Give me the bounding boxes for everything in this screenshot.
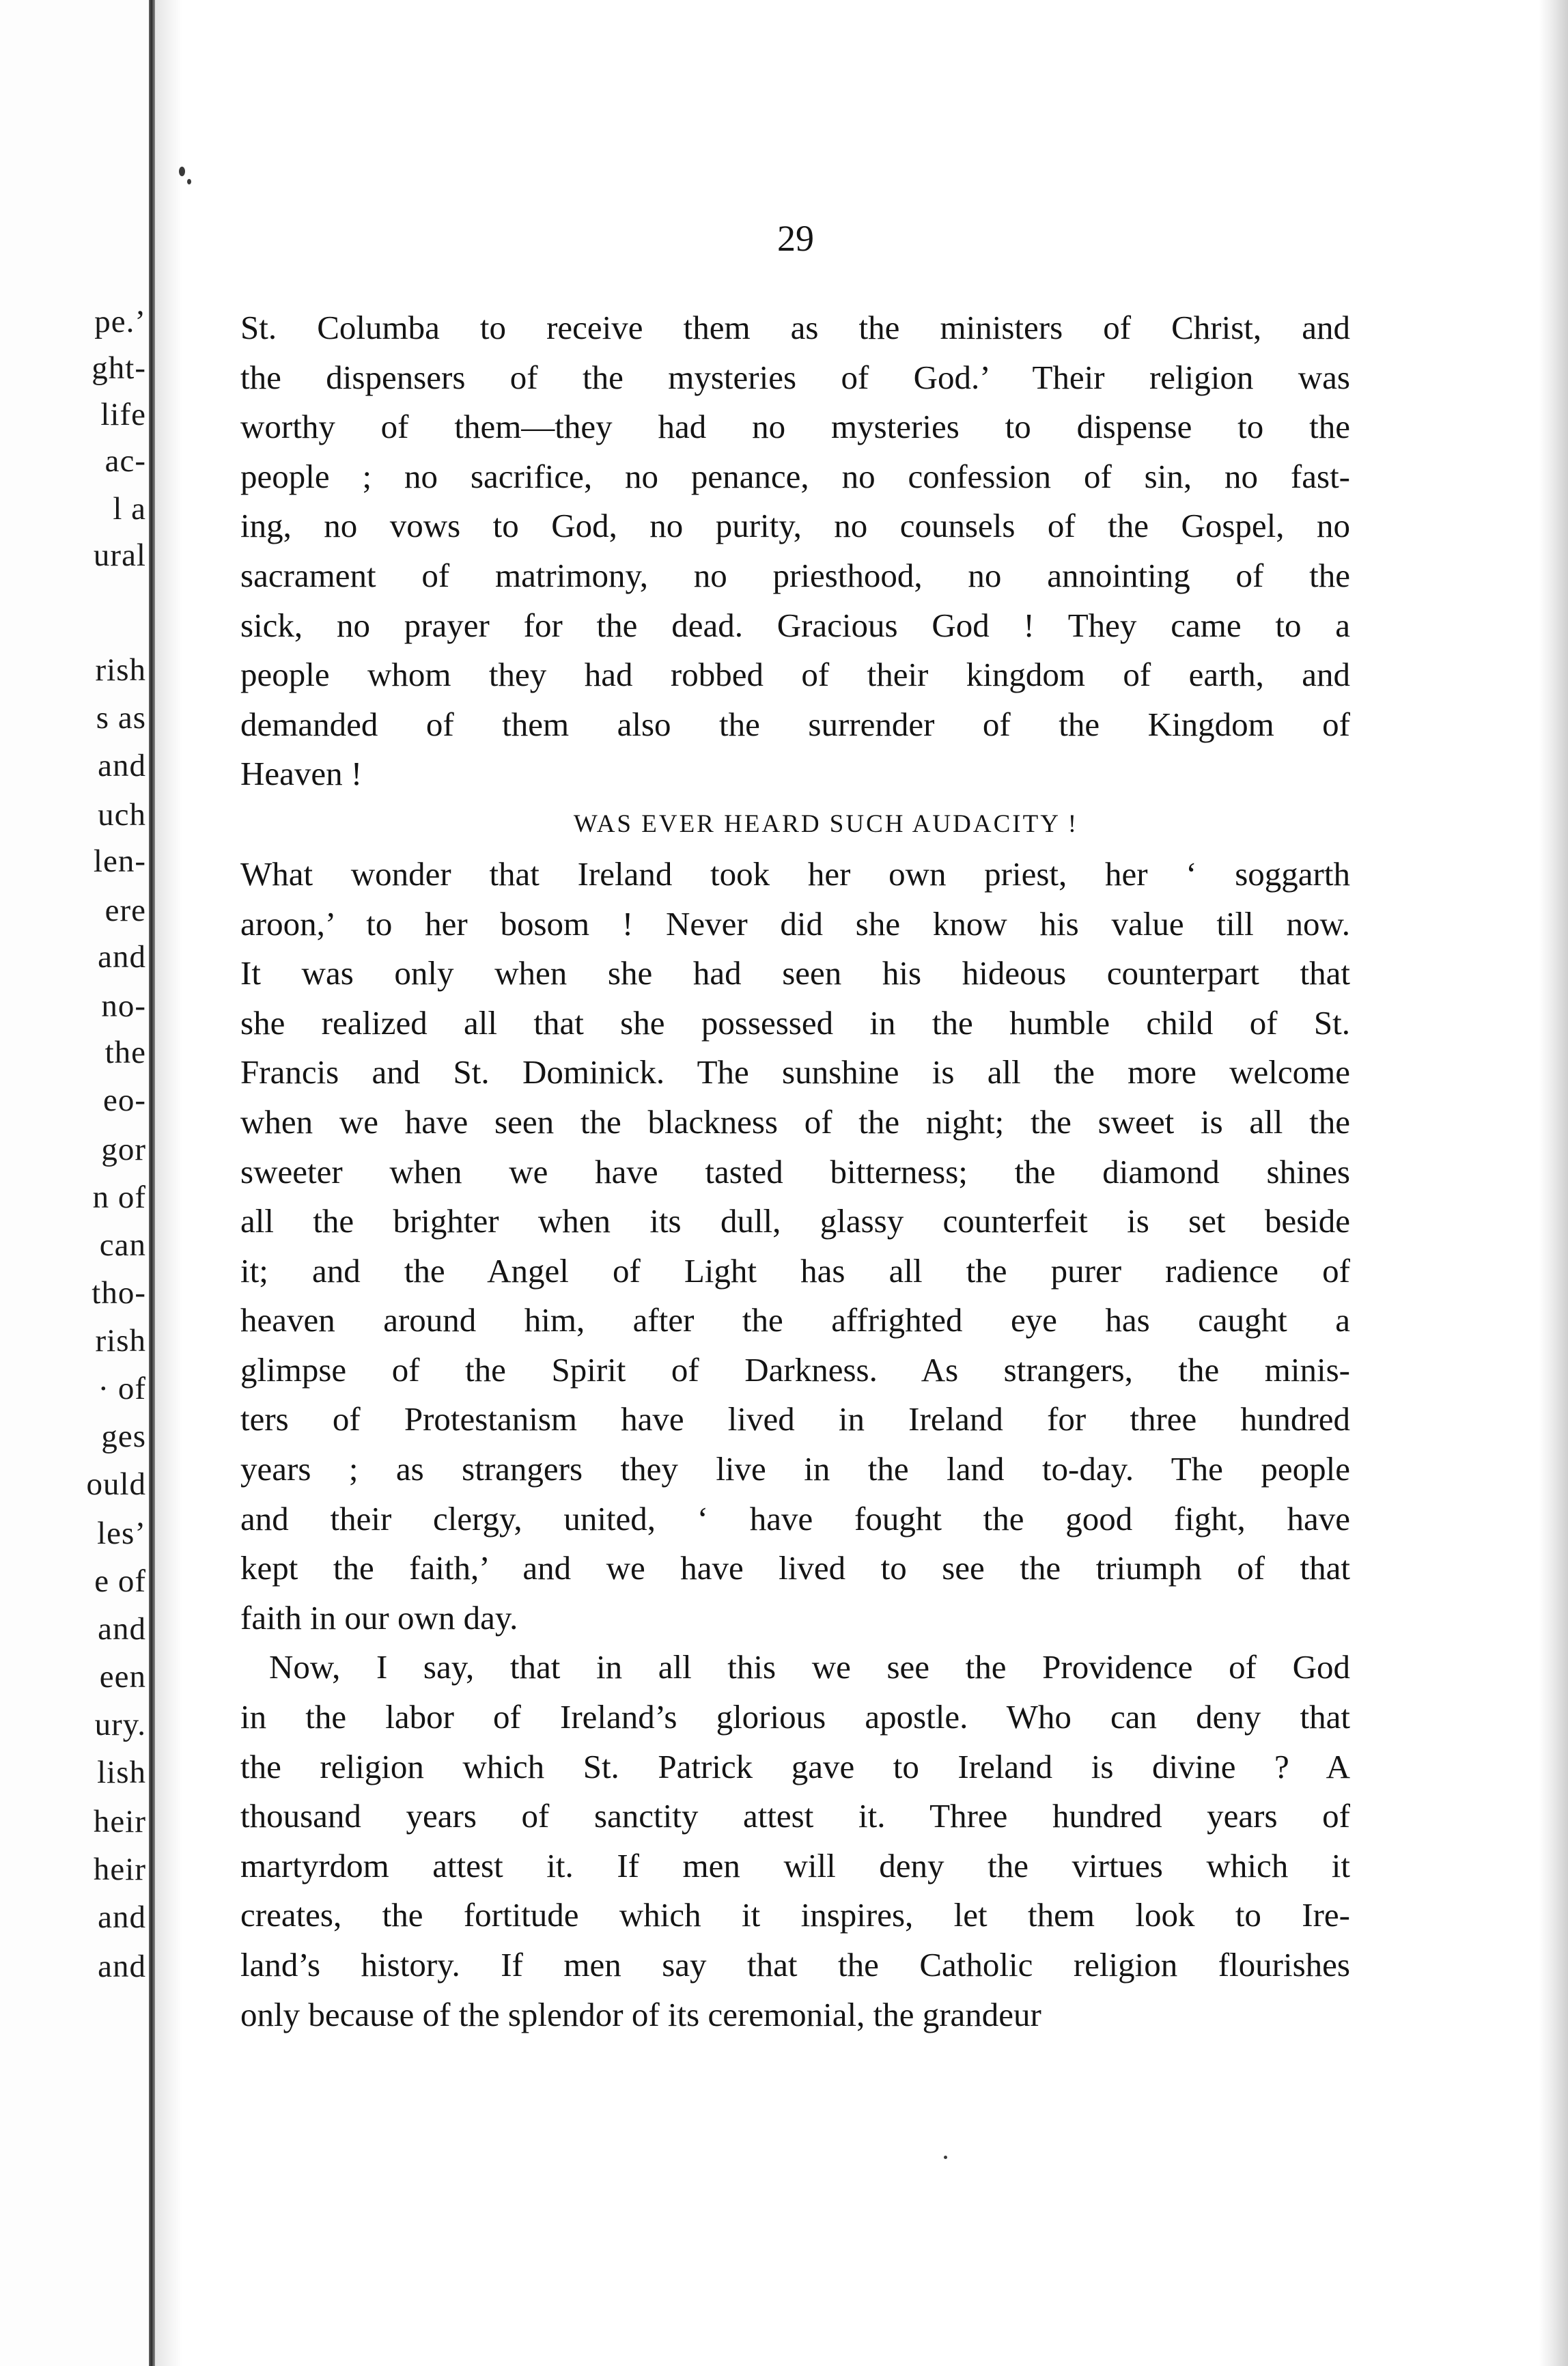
paragraph-3 <box>240 1643 1350 2040</box>
text-line: Now, I say, that in all this we see the Providence of God <box>269 1648 1350 1686</box>
paragraph-2 <box>240 850 1350 1643</box>
text-line: creates, the fortitude which it inspires, let them look to Ire- <box>240 1896 1350 1934</box>
text-line: in the labor of Ireland’s glorious apostle. Who can deny that <box>240 1698 1350 1736</box>
text-line: she realized all that she possessed in the humble child of St. <box>240 1003 1350 1042</box>
previous-page-fragment: les’ <box>97 1516 146 1551</box>
previous-page-fragment: no- <box>101 988 146 1024</box>
text-line: years ; as strangers they live in the land to-day. The people <box>240 1450 1350 1488</box>
scan-speck <box>187 179 191 184</box>
previous-page-fragment: eo- <box>102 1083 146 1118</box>
previous-page-fragment: l a <box>113 491 146 527</box>
previous-page-fragment: ac- <box>104 443 146 479</box>
text-line: glimpse of the Spirit of Darkness. As strangers, the minis- <box>240 1350 1350 1389</box>
text-line: when we have seen the blackness of the night; the sweet is all the <box>240 1102 1350 1141</box>
previous-page-fragment: can <box>99 1227 146 1263</box>
section-heading: WAS EVER HEARD SUCH AUDACITY ! <box>573 809 1079 838</box>
text-line: people whom they had robbed of their kingdom of earth, and <box>240 656 1350 694</box>
previous-page-fragment: and <box>98 939 146 975</box>
text-line: Heaven ! <box>240 755 363 793</box>
previous-page-fragment: ural <box>93 538 146 573</box>
text-line: It was only when she had seen his hideous counterpart that <box>240 954 1350 992</box>
text-line: aroon,’ to her bosom ! Never did she know his value till now. <box>240 904 1350 943</box>
text-line: all the brighter when its dull, glassy counterfeit is set beside <box>240 1202 1350 1240</box>
previous-page-fragment: ges <box>101 1419 146 1454</box>
previous-page-fragment: ury. <box>94 1707 146 1742</box>
previous-page-fragment: uch <box>98 797 146 833</box>
previous-page-fragment: ere <box>104 893 146 928</box>
previous-page-fragment: n of <box>92 1180 146 1215</box>
previous-page-fragment: · of <box>98 1371 146 1406</box>
text-line: sick, no prayer for the dead. Gracious God ! They came to a <box>240 606 1350 644</box>
previous-page-fragment: s as <box>96 700 146 736</box>
previous-page-fragment: life <box>100 397 146 432</box>
text-line: people ; no sacrifice, no penance, no confession of sin, no fast- <box>240 457 1350 495</box>
text-line: sweeter when we have tasted bitterness; the diamond shines <box>240 1152 1350 1191</box>
previous-page-fragment: len- <box>93 844 146 879</box>
previous-page-fragment: tho- <box>92 1275 146 1311</box>
text-line: demanded of them also the surrender of the Kingdom of <box>240 705 1350 743</box>
previous-page-fragment: ould <box>86 1466 146 1502</box>
previous-page-fragment: and <box>98 748 146 783</box>
page-body <box>240 303 1350 2040</box>
text-line: land’s history. If men say that the Catholic religion flourishes <box>240 1946 1350 1984</box>
text-line: the dispensers of the mysteries of God.’ Their religion was <box>240 358 1350 396</box>
previous-page-fragment: lish <box>97 1755 146 1790</box>
right-scan-edge <box>1539 0 1568 2366</box>
previous-page-fragment: ght- <box>92 350 146 386</box>
scan-speck <box>179 167 185 176</box>
text-line: faith in our own day. <box>240 1598 518 1637</box>
previous-page-fragment: heir <box>93 1804 146 1839</box>
previous-page-fragment: een <box>99 1659 146 1695</box>
page-number: 29 <box>777 218 814 259</box>
page-gutter <box>149 0 155 2366</box>
previous-page-fragment: and <box>98 1899 146 1935</box>
previous-page-fragment: rish <box>95 652 146 688</box>
previous-page-text-fragments <box>0 0 149 2366</box>
text-line: St. Columba to receive them as the ministers of Christ, and <box>240 309 1350 346</box>
previous-page-fragment: e of <box>94 1563 146 1599</box>
text-line: the religion which St. Patrick gave to Ireland is divine ? A <box>240 1747 1350 1785</box>
text-line: martyrdom attest it. If men will deny the virtues which it <box>240 1846 1350 1884</box>
text-line: Francis and St. Dominick. The sunshine is all the more welcome <box>240 1053 1350 1091</box>
text-line: kept the faith,’ and we have lived to see the triumph of that <box>240 1549 1350 1587</box>
previous-page-fragment: heir <box>93 1852 146 1887</box>
previous-page-fragment: rish <box>95 1323 146 1359</box>
gutter-shadow <box>155 0 182 2366</box>
scan-speck <box>944 2156 947 2159</box>
text-line: and their clergy, united, ‘ have fought the good fight, have <box>240 1499 1350 1537</box>
text-line: What wonder that Ireland took her own priest, her ‘ soggarth <box>240 854 1350 893</box>
text-line: worthy of them—they had no mysteries to dispense to the <box>240 408 1350 446</box>
previous-page-fragment: gor <box>101 1132 146 1167</box>
previous-page-fragment: pe.’ <box>94 304 146 339</box>
text-line: it; and the Angel of Light has all the purer radience of <box>240 1251 1350 1290</box>
paragraph-1 <box>240 303 1350 799</box>
previous-page-fragment: the <box>104 1035 146 1070</box>
text-line: thousand years of sanctity attest it. Three hundred years of <box>240 1797 1350 1835</box>
text-line: sacrament of matrimony, no priesthood, no annointing of the <box>240 556 1350 594</box>
text-line: ters of Protestanism have lived in Ireland for three hundred <box>240 1400 1350 1438</box>
previous-page-edge <box>0 0 149 2366</box>
text-line: only because of the splendor of its ceremonial, the grandeur <box>240 1995 1041 2033</box>
text-line: heaven around him, after the affrighted eye has caught a <box>240 1301 1350 1339</box>
previous-page-fragment: and <box>98 1949 146 1984</box>
previous-page-fragment: and <box>98 1611 146 1647</box>
text-line: ing, no vows to God, no purity, no counsels of the Gospel, no <box>240 507 1350 545</box>
